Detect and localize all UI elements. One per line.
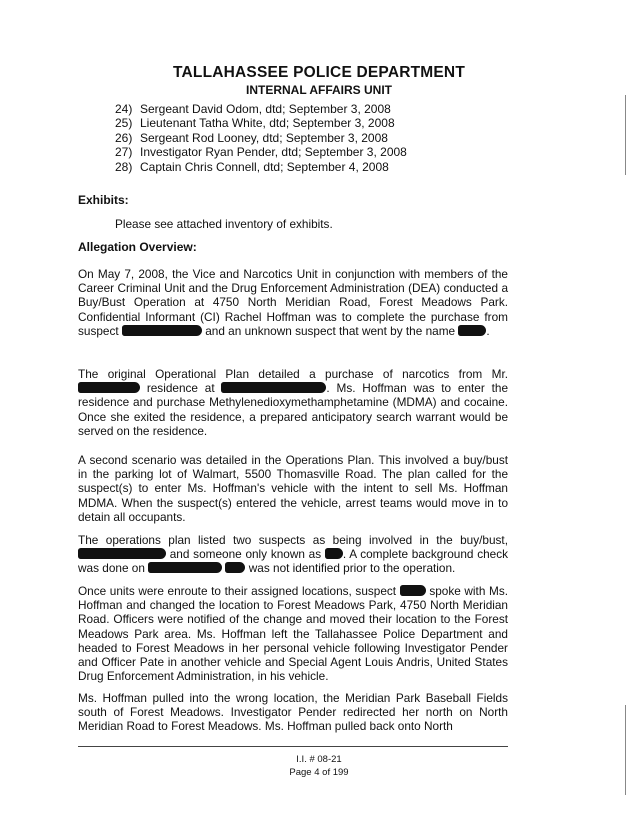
redaction-bar <box>325 548 343 559</box>
paragraph-6: Ms. Hoffman pulled into the wrong location, the Meridian Park Baseball Fields south of Forest Meadows. Investigator Pender redirected her north on North Meridian Road to Forest Meadows. Ms. Hoffman pulled back onto North <box>78 691 508 734</box>
case-number: I.I. # 08-21 <box>296 754 342 765</box>
department-title: TALLAHASSEE POLICE DEPARTMENT <box>173 64 465 81</box>
witness-list <box>115 102 407 174</box>
redaction-bar <box>225 562 245 573</box>
list-item: 27) Investigator Ryan Pender, dtd; September 3, 2008 <box>115 145 407 160</box>
redaction-bar <box>458 325 486 336</box>
paragraph-1: On May 7, 2008, the Vice and Narcotics Unit in conjunction with members of the Career Criminal Unit and the Drug Enforcement Administration (DEA) conducted a Buy/Bust Operation at 4750 North Meridian Road, Forest Meadows Park. Confidential Informant (CI) Rachel Hoffman was to complete the purchase from suspect and an unknown suspect that went by the name . <box>78 267 508 338</box>
paragraph-4: The operations plan listed two suspects as being involved in the buy/bust, and someone only known as . A complete background check was done on was not identified prior to the operation. <box>78 533 509 576</box>
paragraph-3: A second scenario was detailed in the Operations Plan. This involved a buy/bust in the parking lot of Walmart, 5500 Thomasville Road. The plan called for the suspect(s) to enter Ms. Hoffman's vehicle with the intent to sell Ms. Hoffman MDMA. When the suspect(s) entered the vehicle, arrest teams would move in to detain all occupants. <box>78 453 508 524</box>
paragraph-2: The original Operational Plan detailed a purchase of narcotics from Mr. residence at . Ms. Hoffman was to enter the residence and purchase Methylenedioxymethamphetamine (MDMA) and cocaine. Once she exited the residence, a prepared anticipatory search warrant would be served on the residence. <box>78 367 508 438</box>
redaction-bar <box>122 325 202 336</box>
page-number: Page 4 of 199 <box>289 767 349 778</box>
footer-divider <box>78 746 508 747</box>
list-item: 24) Sergeant David Odom, dtd; September 3, 2008 <box>115 102 391 116</box>
scan-edge-line <box>625 705 626 795</box>
paragraph-5: Once units were enroute to their assigned locations, suspect spoke with Ms. Hoffman and changed the location to Forest Meadows Park, 4750 North Meridian Road. Officers were notified of the change and moved their location to the Forest Meadows Park area. Ms. Hoffman left the Tallahassee Police Department and headed to Forest Meadows in her personal vehicle following Investigator Pender and Officer Pate in another vehicle and Special Agent Louis Andris, United States Drug Enforcement Administration, in his vehicle. <box>78 584 509 684</box>
redaction-bar <box>221 382 326 393</box>
exhibits-text: Please see attached inventory of exhibits. <box>115 217 333 231</box>
list-item: 25) Lieutenant Tatha White, dtd; September 3, 2008 <box>115 116 395 131</box>
list-item: 26) Sergeant Rod Looney, dtd; September 3, 2008 <box>115 130 388 145</box>
exhibits-heading: Exhibits: <box>78 193 129 207</box>
redaction-bar <box>78 382 140 393</box>
unit-title: INTERNAL AFFAIRS UNIT <box>246 83 392 97</box>
list-item: 28) Captain Chris Connell, dtd; September 4, 2008 <box>115 159 389 174</box>
redaction-bar <box>400 585 426 596</box>
redaction-bar <box>148 562 222 573</box>
redaction-bar <box>78 548 166 559</box>
overview-heading: Allegation Overview: <box>78 240 197 254</box>
scan-edge-line <box>625 95 626 175</box>
